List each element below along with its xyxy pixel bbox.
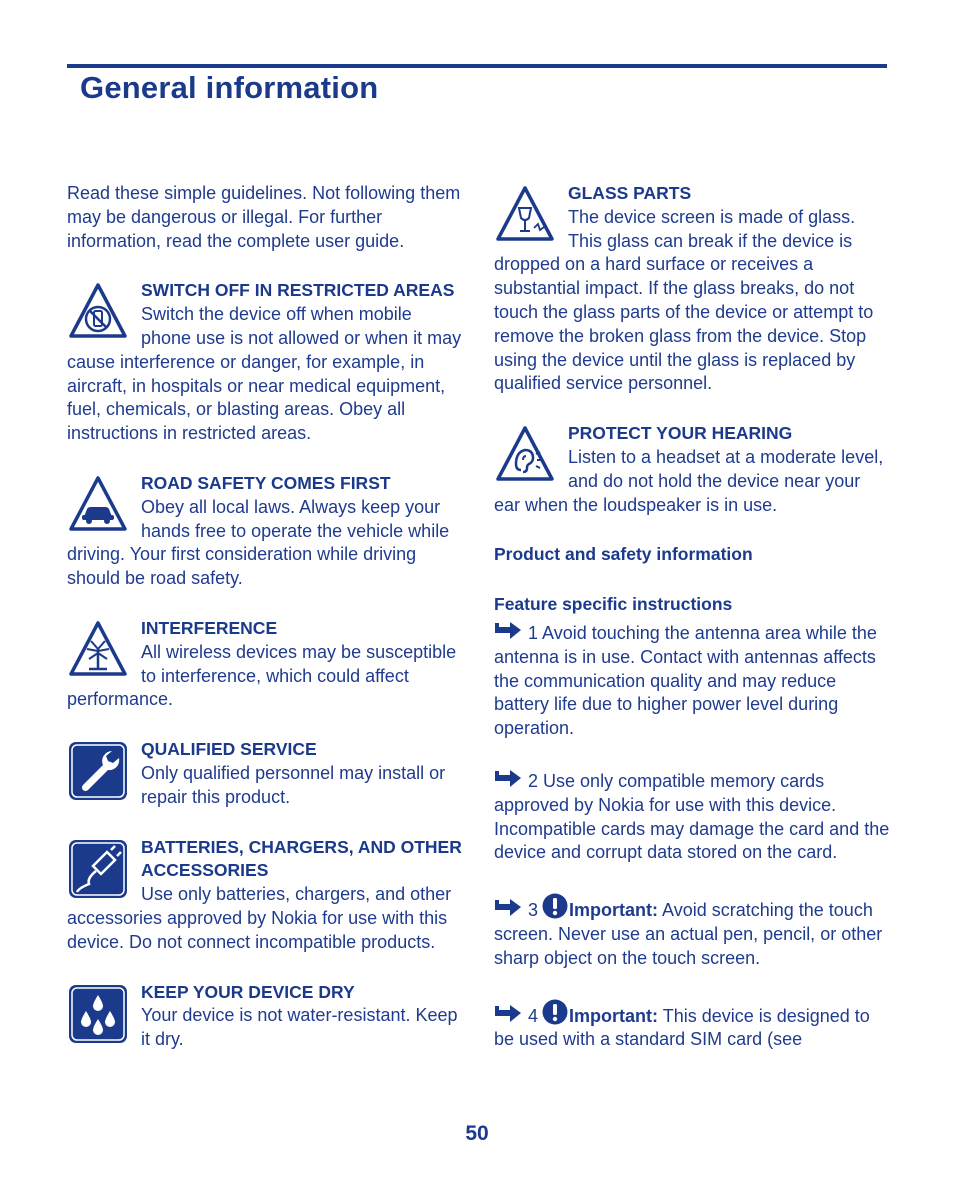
page-number: 50 [465, 1122, 489, 1145]
ear-warning-icon [494, 424, 556, 486]
section-qualified-service [67, 738, 463, 809]
section-heading: BATTERIES, CHARGERS, AND OTHER ACCESSORIES [141, 836, 462, 881]
footnote-text: Avoid touching the antenna area while the antenna is in use. Contact with antennas affects the communication quality and may reduce battery life due to higher power level during operation. [494, 622, 877, 739]
left-column [67, 182, 463, 1052]
exclamation-icon [542, 893, 568, 919]
right-column [494, 182, 890, 1052]
exclamation-icon [542, 999, 568, 1025]
footnote-number: 3 [528, 900, 539, 921]
interference-warning-icon [67, 619, 129, 681]
section-body: Listen to a headset at a moderate level, and do not hold the device near your ear when the loudspeaker is in use. [494, 446, 884, 515]
section-glass-parts [494, 182, 890, 396]
section-body: All wireless devices may be susceptible to interference, which could affect performance. [67, 641, 457, 710]
arrow-right-icon [494, 898, 522, 918]
page-title: General information [80, 70, 379, 105]
section-body: Your device is not water-resistant. Keep it dry. [141, 1005, 458, 1050]
footnote-text: Use only compatible memory cards approved by Nokia for use with this device. Incompatible cards may damage the card and the device and corrupt data stored on the card. [494, 770, 890, 863]
section-body: The device screen is made of glass. This glass can break if the device is dropped on a hard surface or receives a substantial impact. If the glass breaks, do not touch the glass parts of the device or attempt to remove the broken glass from the device. Stop using the device until the glass is replaced by qualified service personnel. [494, 206, 874, 394]
section-switch-off [67, 279, 463, 446]
header-rule [67, 64, 887, 68]
section-heading: SWITCH OFF IN RESTRICTED AREAS [141, 280, 455, 301]
wrench-icon [67, 740, 129, 802]
section-body: Only qualified personnel may install or repair this product. [141, 762, 446, 807]
footnote-number: 1 [528, 622, 539, 643]
section-heading: GLASS PARTS [568, 183, 692, 203]
footnote-1 [494, 621, 890, 741]
section-heading: PROTECT YOUR HEARING [568, 423, 793, 444]
section-body: Obey all local laws. Always keep your hands free to operate the vehicle while driving. Your first consideration while driving should be road safety. [67, 496, 450, 589]
section-heading: KEEP YOUR DEVICE DRY [141, 981, 355, 1002]
water-drops-icon [67, 983, 129, 1045]
section-body: Switch the device off when mobile phone use is not allowed or when it may cause interference or danger, for example, in aircraft, in hospitals or near medical equipment, fuel, chemicals, or blasting areas. Obey all instructions in restricted areas. [67, 304, 462, 444]
car-warning-icon [67, 474, 129, 536]
footnote-3 [494, 893, 890, 970]
arrow-right-icon [494, 1004, 522, 1024]
arrow-right-icon [494, 769, 522, 789]
footnote-number: 4 [528, 1005, 539, 1026]
section-protect-hearing [494, 422, 890, 517]
glass-warning-icon [494, 184, 556, 246]
product-safety-heading: Product and safety information [494, 544, 753, 565]
footnote-2 [494, 769, 890, 865]
section-keep-dry [67, 981, 463, 1052]
arrow-right-icon [494, 621, 522, 641]
charger-plug-icon [67, 838, 129, 900]
important-label: Important: [569, 1005, 659, 1026]
section-road-safety [67, 472, 463, 591]
section-body: Use only batteries, chargers, and other accessories approved by Nokia for use with this device. Do not connect incompatible products. [67, 884, 452, 952]
section-heading: ROAD SAFETY COMES FIRST [141, 472, 391, 493]
phone-off-warning-icon [67, 281, 129, 343]
section-batteries [67, 836, 463, 955]
section-interference [67, 617, 463, 712]
footnote-text: Avoid scratching the touch screen. Never use an actual pen, pencil, or other sharp object on the touch screen. [494, 900, 883, 968]
important-label: Important: [569, 900, 659, 921]
section-heading: INTERFERENCE [141, 617, 278, 638]
intro-paragraph: Read these simple guidelines. Not following them may be dangerous or illegal. For further information, read the complete user guide. [67, 183, 461, 251]
footnote-4 [494, 999, 890, 1053]
footnote-text: This device is designed to be used with a standard SIM card (see [494, 1005, 870, 1050]
footnote-number: 2 [528, 770, 539, 791]
feature-specific-heading: Feature specific instructions [494, 594, 733, 615]
section-heading: QUALIFIED SERVICE [141, 739, 317, 760]
